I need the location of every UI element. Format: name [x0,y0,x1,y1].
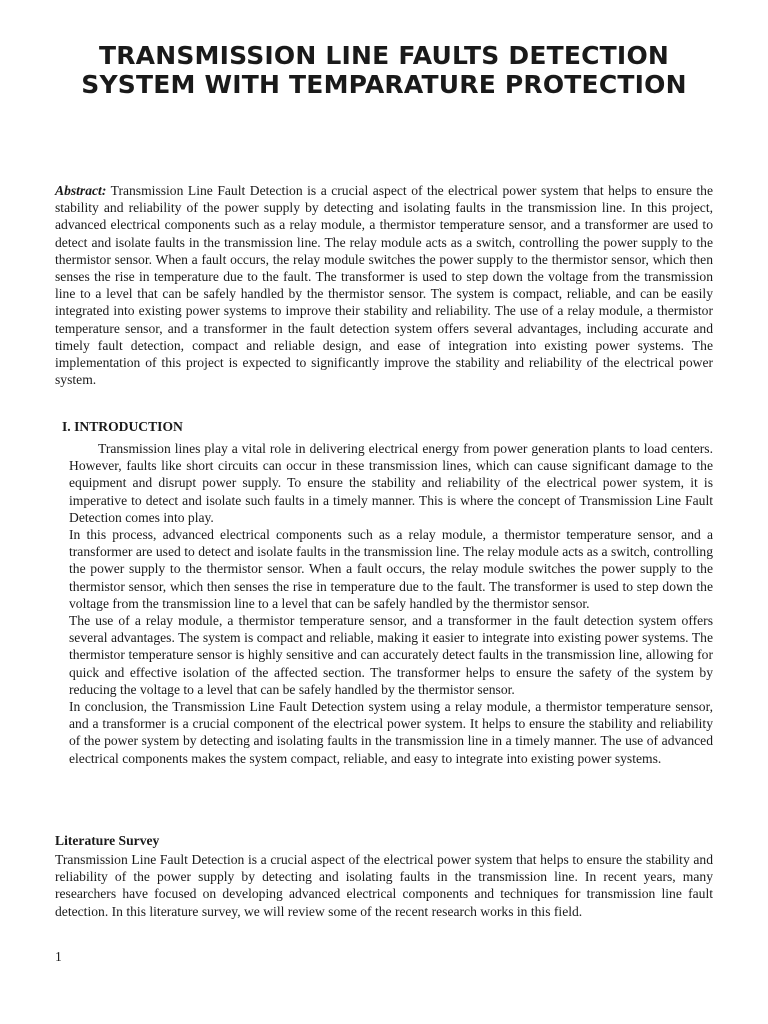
introduction-paragraph: In conclusion, the Transmission Line Fault Detection system using a relay module, a thermistor temperature sensor, and a transformer is a crucial component of the electrical power system. It helps to ensure the stability and reliability of the power system by detecting and isolating faults in the transmission line in a timely manner. The use of advanced electrical components makes the system compact, reliable, and easy to integrate into existing power systems. [69,699,713,766]
title-line-2: SYSTEM WITH TEMPARATURE PROTECTION [81,70,687,99]
literature-survey-heading: Literature Survey [55,833,160,848]
abstract-text: Transmission Line Fault Detection is a crucial aspect of the electrical power system that helps to ensure the stability and reliability of the power supply by detecting and isolating faults in the transmission line. In this project, advanced electrical components such as a relay module, a thermistor temperature sensor, and a transformer are used to detect and isolate faults in the transmission line. The relay module acts as a switch, controlling the power supply to the thermistor sensor. When a fault occurs, the relay module switches the power supply to the thermistor sensor, which then senses the rise in temperature due to the fault. The transformer is used to step down the voltage from the transmission line to a level that can be safely handled by the thermistor sensor. The system is compact, reliable, and can be easily integrated into existing power systems to improve their stability and reliability. The use of a relay module, a thermistor temperature sensor, and a transformer in the fault detection system offers several advantages, including accurate and timely fault detection, compact and reliable design, and ease of integration into existing power systems. The implementation of this project is expected to significantly improve the stability and reliability of the electrical power system. [55,183,713,388]
introduction-paragraph: The use of a relay module, a thermistor temperature sensor, and a transformer in the fault detection system offers several advantages. The system is compact and reliable, making it easier to integrate into existing power systems. The thermistor temperature sensor is highly sensitive and can accurately detect faults in the transmission line, allowing for quick and effective isolation of the affected section. The transformer helps to ensure the safety of the system by reducing the voltage to a level that can be safely handled by the thermistor sensor. [69,613,713,697]
title-line-1: TRANSMISSION LINE FAULTS DETECTION [98,41,670,70]
introduction-paragraph: Transmission lines play a vital role in delivering electrical energy from power generation plants to load centers. However, faults like short circuits can occur in these transmission lines, which can cause significant damage to the equipment and disrupt power supply. To ensure the stability and reliability of the electrical power system, it is imperative to detect and isolate such faults in a timely manner. This is where the concept of Transmission Line Fault Detection comes into play. [69,441,713,525]
introduction-paragraph: In this process, advanced electrical components such as a relay module, a thermistor temperature sensor, and a transformer are used to detect and isolate faults in the transmission line. The relay module acts as a switch, controlling the power supply to the thermistor sensor. When a fault occurs, the relay module switches the power supply to the thermistor sensor, which then senses the rise in temperature due to the fault. The transformer is used to step down the voltage from the transmission line to a level that can be safely handled by the thermistor sensor. [69,527,713,611]
abstract-label: Abstract: [55,183,107,198]
abstract-paragraph [55,182,713,388]
page-number: 1 [55,949,62,964]
introduction-heading: I. INTRODUCTION [62,419,183,434]
introduction-body [69,440,713,767]
document-title [40,41,728,99]
literature-survey-paragraph: Transmission Line Fault Detection is a crucial aspect of the electrical power system that helps to ensure the stability and reliability of the power supply by detecting and isolating faults in the transmission line. In recent years, many researchers have focused on developing advanced electrical components and techniques for transmission line fault detection. In this literature survey, we will review some of the recent research works in this field. [55,852,713,919]
